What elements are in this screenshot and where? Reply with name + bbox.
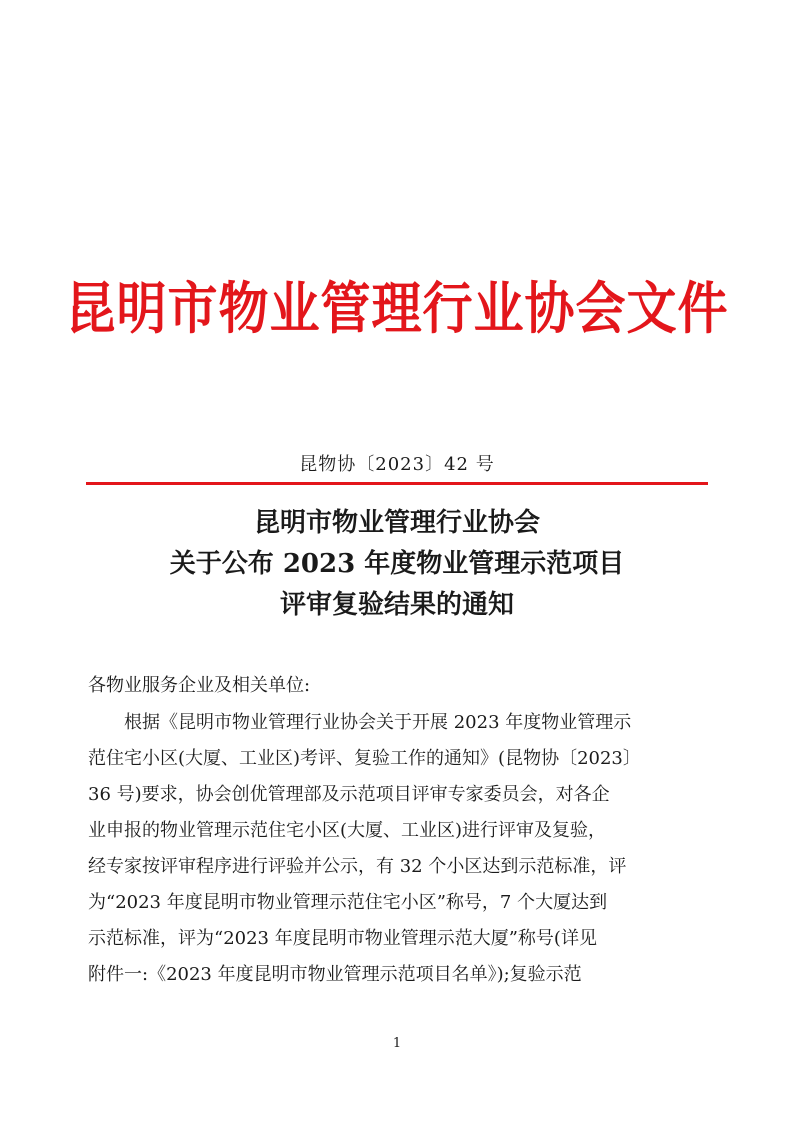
title-line-1: 昆明市物业管理行业协会: [253, 508, 540, 538]
body-line-3: 36 号)要求，协会创优管理部及示范项目评审专家委员会，对各企: [88, 784, 610, 805]
document-number: 昆物协〔2023〕42 号: [299, 454, 495, 475]
red-divider-rule: [86, 482, 708, 485]
body-line-2: 范住宅小区(大厦、工业区)考评、复验工作的通知》(昆物协〔2023〕: [88, 748, 641, 769]
masthead-title: 昆明市物业管理行业协会文件: [65, 275, 729, 342]
body-line-5: 经专家按评审程序进行评验并公示，有 32 个小区达到示范标准，评: [88, 856, 627, 877]
page-number: 1: [392, 1036, 402, 1051]
body-line-7: 示范标准，评为“2023 年度昆明市物业管理示范大厦”称号(详见: [88, 928, 597, 949]
title-line-2: 关于公布 2023 年度物业管理示范项目: [169, 549, 625, 579]
body-line-8: 附件一:《2023 年度昆明市物业管理示范项目名单》);复验示范: [88, 964, 582, 985]
title-line-3: 评审复验结果的通知: [279, 590, 514, 620]
notice-title: [60, 503, 734, 626]
salutation: 各物业服务企业及相关单位:: [88, 675, 311, 696]
body-line-1: 根据《昆明市物业管理行业协会关于开展 2023 年度物业管理示: [124, 712, 632, 733]
body-line-4: 业申报的物业管理示范住宅小区(大厦、工业区)进行评审及复验，: [88, 820, 607, 841]
body-line-6: 为“2023 年度昆明市物业管理示范住宅小区”称号，7 个大厦达到: [88, 892, 608, 913]
